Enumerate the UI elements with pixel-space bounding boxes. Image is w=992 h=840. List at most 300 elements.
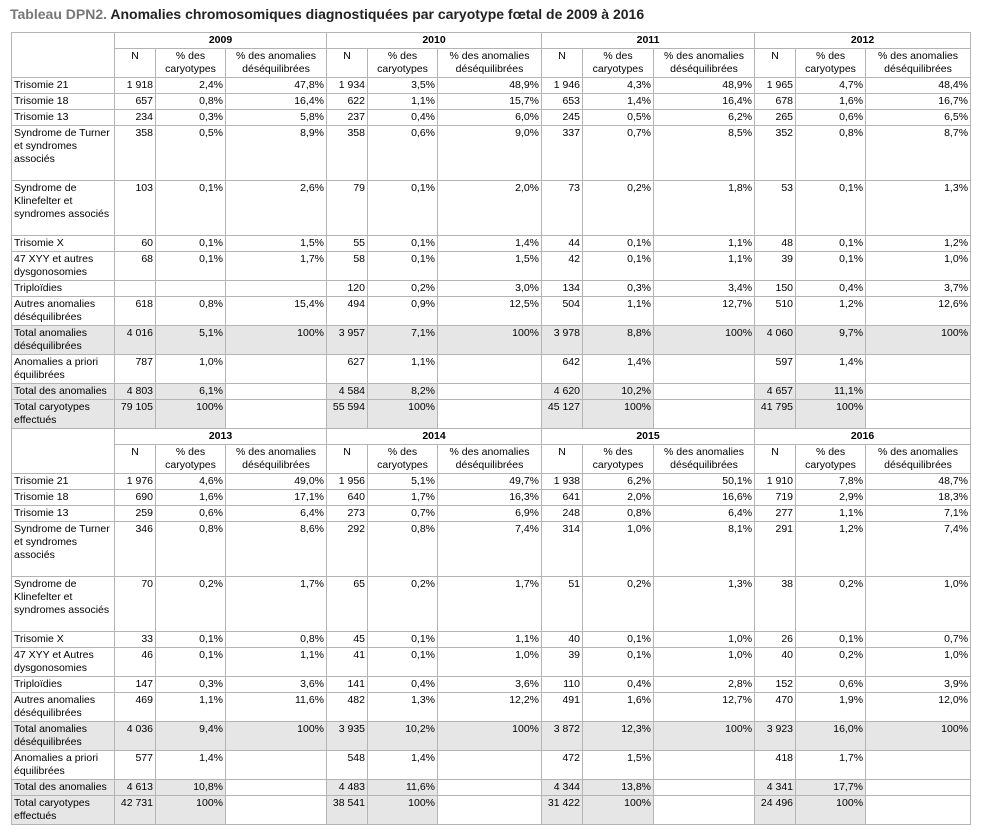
year-header: 2011	[542, 33, 755, 49]
table-cell: 39	[542, 648, 583, 677]
row-label: Trisomie 13	[12, 110, 115, 126]
table-cell	[654, 384, 755, 400]
row-label: Total anomalies déséquilibrées	[12, 722, 115, 751]
table-cell: 0,1%	[156, 648, 226, 677]
table-cell: 0,2%	[796, 648, 866, 677]
table-cell: 1,3%	[368, 693, 438, 722]
table-cell: 0,2%	[368, 577, 438, 632]
table-cell: 346	[115, 522, 156, 577]
table-cell: 0,8%	[156, 297, 226, 326]
table-cell: 16,7%	[866, 94, 971, 110]
table-cell: 1,7%	[226, 577, 327, 632]
table-cell: 690	[115, 490, 156, 506]
table-cell: 1,4%	[156, 751, 226, 780]
table-cell: 4 060	[755, 326, 796, 355]
table-cell: 4,7%	[796, 78, 866, 94]
row-label: Syndrome de Turner et syndromes associés	[12, 126, 115, 181]
table-row	[12, 281, 971, 297]
table-cell: 470	[755, 693, 796, 722]
table-row	[12, 110, 971, 126]
table-cell: 1,1%	[654, 236, 755, 252]
table-cell: 1,4%	[796, 355, 866, 384]
table-cell	[866, 796, 971, 825]
table-cell: 79	[327, 181, 368, 236]
table-row	[12, 490, 971, 506]
table-cell: 100%	[866, 326, 971, 355]
table-cell: 1,0%	[654, 648, 755, 677]
column-header-n: N	[755, 445, 796, 474]
table-cell	[438, 400, 542, 429]
table-cell: 0,8%	[226, 632, 327, 648]
year-header-row	[12, 33, 971, 49]
table-cell: 491	[542, 693, 583, 722]
table-cell: 100%	[226, 722, 327, 751]
table-cell: 100%	[866, 722, 971, 751]
table-cell: 48	[755, 236, 796, 252]
table-row	[12, 677, 971, 693]
table-cell	[226, 400, 327, 429]
row-label: Anomalies a priori équilibrées	[12, 355, 115, 384]
table-cell: 259	[115, 506, 156, 522]
table-cell: 100%	[654, 722, 755, 751]
table-cell: 9,0%	[438, 126, 542, 181]
table-cell: 0,7%	[866, 632, 971, 648]
table-cell: 4 613	[115, 780, 156, 796]
year-header: 2015	[542, 429, 755, 445]
table-row	[12, 236, 971, 252]
table-cell: 1,4%	[438, 236, 542, 252]
table-cell: 41 795	[755, 400, 796, 429]
table-cell: 40	[755, 648, 796, 677]
table-cell: 4 036	[115, 722, 156, 751]
table-cell: 16,0%	[796, 722, 866, 751]
table-cell: 245	[542, 110, 583, 126]
table-cell: 100%	[583, 796, 654, 825]
table-cell: 100%	[796, 400, 866, 429]
table-cell: 0,5%	[156, 126, 226, 181]
table-cell: 5,1%	[156, 326, 226, 355]
table-cell: 291	[755, 522, 796, 577]
table-cell: 2,8%	[654, 677, 755, 693]
table-cell: 277	[755, 506, 796, 522]
table-cell: 100%	[654, 326, 755, 355]
column-header-pct-caryotypes: % des caryotypes	[368, 49, 438, 78]
table-cell: 3,7%	[866, 281, 971, 297]
table-cell: 1 956	[327, 474, 368, 490]
table-cell: 0,4%	[368, 677, 438, 693]
table-cell: 510	[755, 297, 796, 326]
table-cell: 55	[327, 236, 368, 252]
table-cell: 472	[542, 751, 583, 780]
table-cell: 1,7%	[368, 490, 438, 506]
table-cell: 100%	[796, 796, 866, 825]
table-cell: 11,6%	[368, 780, 438, 796]
column-header-pct-anomalies: % des anomalies déséquilibrées	[866, 49, 971, 78]
table-cell	[438, 355, 542, 384]
table-cell: 10,2%	[368, 722, 438, 751]
table-cell	[438, 384, 542, 400]
table-cell: 7,4%	[438, 522, 542, 577]
table-cell: 49,0%	[226, 474, 327, 490]
table-cell: 141	[327, 677, 368, 693]
table-cell: 1,4%	[583, 94, 654, 110]
table-cell: 504	[542, 297, 583, 326]
table-number: Tableau DPN2.	[10, 6, 107, 22]
table-row	[12, 577, 971, 632]
table-cell: 73	[542, 181, 583, 236]
table-cell: 0,8%	[796, 126, 866, 181]
table-cell: 134	[542, 281, 583, 297]
table-cell	[156, 281, 226, 297]
row-label: Autres anomalies déséquilibrées	[12, 693, 115, 722]
table-cell: 8,1%	[654, 522, 755, 577]
table-cell: 337	[542, 126, 583, 181]
table-cell: 265	[755, 110, 796, 126]
table-cell: 1,4%	[583, 355, 654, 384]
table-cell: 653	[542, 94, 583, 110]
table-cell: 100%	[368, 796, 438, 825]
table-cell	[226, 355, 327, 384]
table-cell: 38 541	[327, 796, 368, 825]
table-cell: 58	[327, 252, 368, 281]
table-cell: 12,0%	[866, 693, 971, 722]
column-header-row	[12, 445, 971, 474]
table-row	[12, 780, 971, 796]
table-cell: 0,7%	[368, 506, 438, 522]
table-cell: 787	[115, 355, 156, 384]
table-cell: 0,3%	[583, 281, 654, 297]
table-cell: 0,3%	[156, 677, 226, 693]
table-cell: 0,3%	[156, 110, 226, 126]
table-cell: 482	[327, 693, 368, 722]
table-cell: 1,0%	[438, 648, 542, 677]
column-header-pct-anomalies: % des anomalies déséquilibrées	[866, 445, 971, 474]
table-row	[12, 648, 971, 677]
table-row	[12, 297, 971, 326]
column-header-pct-caryotypes: % des caryotypes	[796, 49, 866, 78]
table-cell: 1 976	[115, 474, 156, 490]
table-cell: 55 594	[327, 400, 368, 429]
row-label: 47 XYY et Autres dysgonosomies	[12, 648, 115, 677]
table-cell: 42 731	[115, 796, 156, 825]
table-cell	[654, 400, 755, 429]
table-cell: 16,3%	[438, 490, 542, 506]
table-cell	[866, 780, 971, 796]
table-cell: 100%	[156, 796, 226, 825]
table-cell: 0,4%	[368, 110, 438, 126]
table-cell: 65	[327, 577, 368, 632]
table-row	[12, 693, 971, 722]
table-cell: 48,7%	[866, 474, 971, 490]
table-cell: 1,5%	[226, 236, 327, 252]
table-cell: 7,1%	[866, 506, 971, 522]
table-cell: 0,1%	[368, 632, 438, 648]
table-cell	[654, 355, 755, 384]
table-cell: 1,6%	[583, 693, 654, 722]
table-row	[12, 326, 971, 355]
table-cell: 0,1%	[156, 181, 226, 236]
table-cell: 11,1%	[796, 384, 866, 400]
table-cell: 120	[327, 281, 368, 297]
table-cell: 1,7%	[438, 577, 542, 632]
row-label: Total caryotypes effectués	[12, 796, 115, 825]
table-cell: 1,4%	[368, 751, 438, 780]
table-cell: 292	[327, 522, 368, 577]
row-label: Trisomie 21	[12, 474, 115, 490]
table-cell: 1,2%	[866, 236, 971, 252]
table-cell: 110	[542, 677, 583, 693]
table-cell: 100%	[368, 400, 438, 429]
table-cell: 0,6%	[368, 126, 438, 181]
table-row	[12, 796, 971, 825]
table-cell: 1 946	[542, 78, 583, 94]
column-header-n: N	[115, 445, 156, 474]
table-cell: 2,0%	[438, 181, 542, 236]
table-cell: 2,9%	[796, 490, 866, 506]
table-cell: 3 935	[327, 722, 368, 751]
column-header-pct-anomalies: % des anomalies déséquilibrées	[438, 445, 542, 474]
table-cell: 6,9%	[438, 506, 542, 522]
table-cell: 248	[542, 506, 583, 522]
table-cell: 47,8%	[226, 78, 327, 94]
table-cell: 31 422	[542, 796, 583, 825]
table-cell: 0,2%	[583, 181, 654, 236]
table-cell: 622	[327, 94, 368, 110]
table-row	[12, 506, 971, 522]
table-cell: 237	[327, 110, 368, 126]
row-label: Syndrome de Turner et syndromes associés	[12, 522, 115, 577]
table-row	[12, 126, 971, 181]
table-cell: 0,2%	[156, 577, 226, 632]
table-row	[12, 722, 971, 751]
table-cell: 8,2%	[368, 384, 438, 400]
column-header-n: N	[327, 445, 368, 474]
table-cell: 4 620	[542, 384, 583, 400]
table-cell: 12,7%	[654, 297, 755, 326]
row-label: Total des anomalies	[12, 780, 115, 796]
table-cell: 8,5%	[654, 126, 755, 181]
table-cell: 3,6%	[226, 677, 327, 693]
table-cell: 40	[542, 632, 583, 648]
table-cell: 26	[755, 632, 796, 648]
table-cell: 48,4%	[866, 78, 971, 94]
table-cell: 12,7%	[654, 693, 755, 722]
table-cell	[115, 281, 156, 297]
table-row	[12, 522, 971, 577]
table-cell: 4 657	[755, 384, 796, 400]
table-cell: 2,0%	[583, 490, 654, 506]
table-cell: 0,2%	[583, 577, 654, 632]
table-cell: 2,4%	[156, 78, 226, 94]
table-cell: 5,1%	[368, 474, 438, 490]
table-cell	[654, 780, 755, 796]
table-cell: 1 934	[327, 78, 368, 94]
table-cell: 12,6%	[866, 297, 971, 326]
table-cell: 103	[115, 181, 156, 236]
table-cell: 0,8%	[156, 94, 226, 110]
table-cell: 3,4%	[654, 281, 755, 297]
table-cell: 1,0%	[156, 355, 226, 384]
table-cell: 1,1%	[368, 355, 438, 384]
column-header-pct-caryotypes: % des caryotypes	[583, 49, 654, 78]
table-cell: 2,6%	[226, 181, 327, 236]
table-cell: 1,6%	[156, 490, 226, 506]
table-cell: 1,0%	[654, 632, 755, 648]
table-cell: 48,9%	[654, 78, 755, 94]
column-header-row	[12, 49, 971, 78]
table-cell: 79 105	[115, 400, 156, 429]
table-cell: 314	[542, 522, 583, 577]
table-cell: 12,2%	[438, 693, 542, 722]
table-cell: 8,7%	[866, 126, 971, 181]
table-cell: 1,1%	[438, 632, 542, 648]
table-cell: 16,4%	[654, 94, 755, 110]
table-cell: 4 584	[327, 384, 368, 400]
table-cell: 1,1%	[654, 252, 755, 281]
table-cell: 12,5%	[438, 297, 542, 326]
table-cell: 68	[115, 252, 156, 281]
column-header-pct-anomalies: % des anomalies déséquilibrées	[654, 49, 755, 78]
table-cell: 16,4%	[226, 94, 327, 110]
table-cell: 0,1%	[368, 648, 438, 677]
row-label: Trisomie X	[12, 236, 115, 252]
table-cell: 17,7%	[796, 780, 866, 796]
table-cell: 0,9%	[368, 297, 438, 326]
table-cell: 8,8%	[583, 326, 654, 355]
row-label: 47 XYY et autres dysgonosomies	[12, 252, 115, 281]
table-cell	[438, 751, 542, 780]
year-header: 2009	[115, 33, 327, 49]
table-cell: 48,9%	[438, 78, 542, 94]
table-cell: 3 923	[755, 722, 796, 751]
table-cell: 1,6%	[796, 94, 866, 110]
table-cell: 358	[327, 126, 368, 181]
table-cell: 678	[755, 94, 796, 110]
table-caption: Anomalies chromosomiques diagnostiquées par caryotype fœtal de 2009 à 2016	[110, 6, 645, 22]
row-label: Syndrome de Klinefelter et syndromes associés	[12, 181, 115, 236]
year-header: 2014	[327, 429, 542, 445]
table-cell: 8,9%	[226, 126, 327, 181]
year-header: 2012	[755, 33, 971, 49]
table-cell: 3 978	[542, 326, 583, 355]
table-cell: 0,1%	[796, 181, 866, 236]
anomalies-table	[11, 32, 971, 825]
table-cell: 642	[542, 355, 583, 384]
table-cell: 1,1%	[156, 693, 226, 722]
table-cell: 60	[115, 236, 156, 252]
table-cell: 418	[755, 751, 796, 780]
table-cell: 147	[115, 677, 156, 693]
table-cell: 627	[327, 355, 368, 384]
table-cell: 50,1%	[654, 474, 755, 490]
table-cell: 6,5%	[866, 110, 971, 126]
table-cell	[226, 751, 327, 780]
table-cell: 1,1%	[796, 506, 866, 522]
table-cell: 1,7%	[796, 751, 866, 780]
column-header-pct-caryotypes: % des caryotypes	[156, 49, 226, 78]
table-cell: 1,1%	[368, 94, 438, 110]
table-cell: 0,1%	[156, 252, 226, 281]
table-row	[12, 632, 971, 648]
table-cell: 3,0%	[438, 281, 542, 297]
table-cell: 0,1%	[796, 236, 866, 252]
table-cell: 4,3%	[583, 78, 654, 94]
table-cell: 100%	[438, 722, 542, 751]
row-label: Trisomie X	[12, 632, 115, 648]
year-header-row	[12, 429, 971, 445]
table-cell: 0,1%	[583, 632, 654, 648]
table-cell: 0,1%	[368, 181, 438, 236]
table-cell: 640	[327, 490, 368, 506]
table-cell	[654, 751, 755, 780]
table-cell: 6,1%	[156, 384, 226, 400]
row-label: Trisomie 18	[12, 94, 115, 110]
column-header-pct-anomalies: % des anomalies déséquilibrées	[226, 49, 327, 78]
table-row	[12, 78, 971, 94]
table-cell: 0,6%	[796, 677, 866, 693]
table-cell: 150	[755, 281, 796, 297]
table-cell: 1 910	[755, 474, 796, 490]
table-cell: 0,1%	[368, 236, 438, 252]
table-cell: 0,2%	[796, 577, 866, 632]
table-cell	[654, 796, 755, 825]
column-header-n: N	[542, 445, 583, 474]
table-cell: 13,8%	[583, 780, 654, 796]
table-cell: 4 344	[542, 780, 583, 796]
table-row	[12, 400, 971, 429]
table-cell: 548	[327, 751, 368, 780]
table-cell: 3 957	[327, 326, 368, 355]
table-cell: 1 918	[115, 78, 156, 94]
table-cell: 4 803	[115, 384, 156, 400]
table-cell: 1,2%	[796, 297, 866, 326]
table-cell: 24 496	[755, 796, 796, 825]
table-cell: 0,1%	[368, 252, 438, 281]
column-header-n: N	[115, 49, 156, 78]
table-cell: 6,2%	[654, 110, 755, 126]
row-label: Triploïdies	[12, 677, 115, 693]
table-cell: 3,6%	[438, 677, 542, 693]
table-cell: 1,1%	[226, 648, 327, 677]
table-cell: 1,0%	[866, 648, 971, 677]
table-cell: 45	[327, 632, 368, 648]
table-cell: 1,9%	[796, 693, 866, 722]
table-cell: 577	[115, 751, 156, 780]
table-cell: 1,8%	[654, 181, 755, 236]
table-row	[12, 94, 971, 110]
table-cell: 358	[115, 126, 156, 181]
table-cell: 152	[755, 677, 796, 693]
table-cell: 8,6%	[226, 522, 327, 577]
column-header-n: N	[327, 49, 368, 78]
table-cell: 100%	[438, 326, 542, 355]
table-cell: 1,0%	[866, 577, 971, 632]
table-cell: 4 016	[115, 326, 156, 355]
table-cell: 5,8%	[226, 110, 327, 126]
table-cell: 17,1%	[226, 490, 327, 506]
table-cell: 1,5%	[438, 252, 542, 281]
table-cell: 0,1%	[583, 236, 654, 252]
table-cell: 10,8%	[156, 780, 226, 796]
table-cell: 9,4%	[156, 722, 226, 751]
table-cell: 657	[115, 94, 156, 110]
table-cell: 4 483	[327, 780, 368, 796]
year-header: 2013	[115, 429, 327, 445]
column-header-pct-caryotypes: % des caryotypes	[156, 445, 226, 474]
table-cell: 42	[542, 252, 583, 281]
table-cell: 0,1%	[583, 648, 654, 677]
column-header-pct-caryotypes: % des caryotypes	[796, 445, 866, 474]
